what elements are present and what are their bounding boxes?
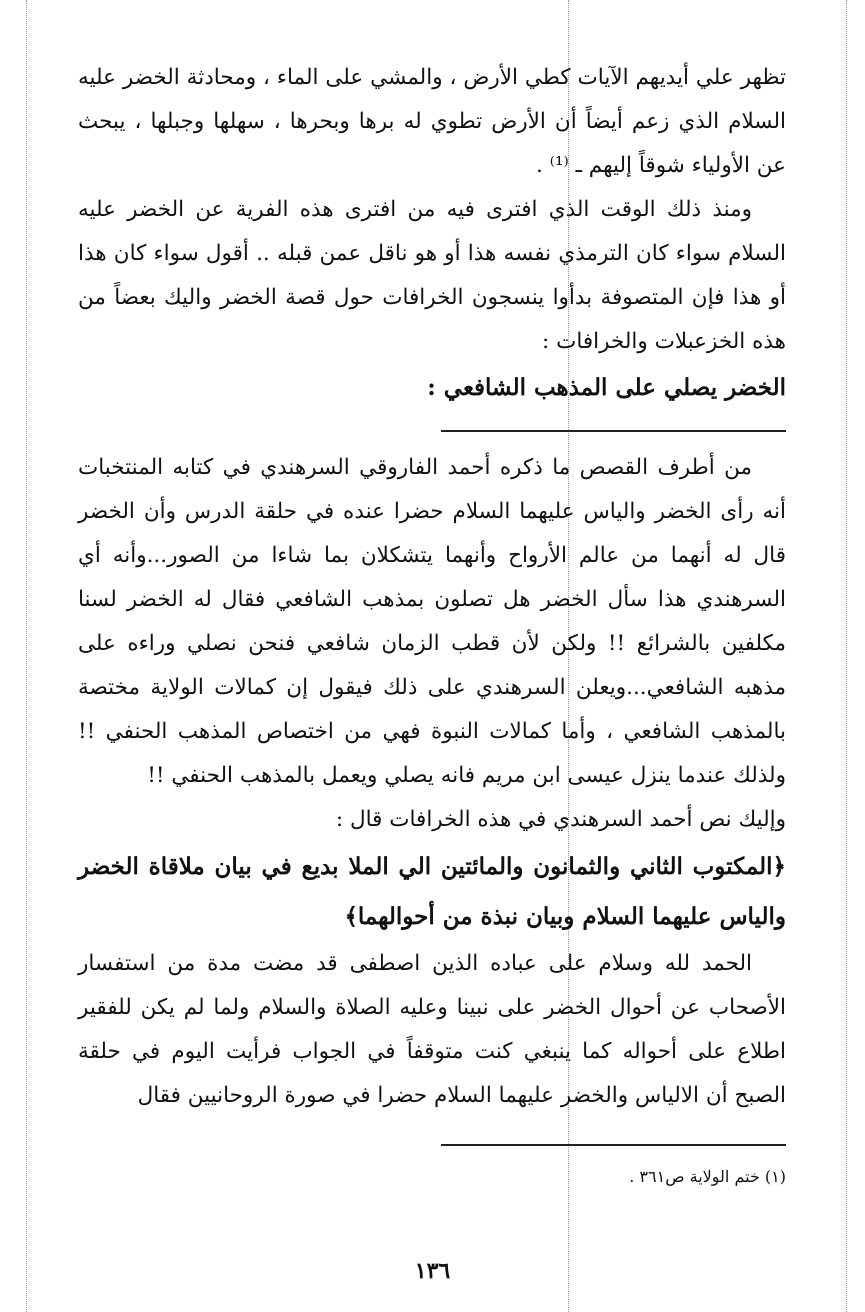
paragraph: تظهر علي أيديهم الآيات كطي الأرض ، والمشي على الماء ، ومحادثة الخضر عليه السلام الذي زعم أيضاً أن الأرض تطوي له برها وبحرها ، سهلها وجبلها ، يبحث عن الأولياء شوقاً إليهم ـ ⁽¹⁾ . bbox=[78, 65, 786, 178]
section-divider bbox=[441, 430, 786, 432]
paragraph: من أطرف القصص ما ذكره أحمد الفاروقي السرهندي في كتابه المنتخبات أنه رأى الخضر والياس عليهما السلام حضرا عنده في حلقة الدرس وأن الخضر قال له أنهما من عالم الأرواح وأنهما يتشكلان بما شاءا من الصور...وأنه أي السرهندي هذا سأل الخضر هل تصلون بمذهب الشافعي فقال له الخضر لسنا مكلفين بالشرائع !! ولكن لأن قطب الزمان شافعي فنحن نصلي وراءه على مذهبه الشافعي...ويعلن السرهندي على ذلك فيقول إن كمالات الولاية مختصة بالمذهب الشافعي ، وأما كمالات النبوة فهي من اختصاص المذهب الحنفي !! ولذلك عندما ينزل عيسى ابن مريم فانه يصلي ويعمل بالمذهب الحنفي !! bbox=[78, 455, 786, 788]
footnote-divider bbox=[441, 1144, 786, 1146]
margin-dotted-line bbox=[26, 0, 27, 1312]
paragraph: الحمد لله وسلام على عباده الذين اصطفى قد مضت مدة من استفسار الأصحاب عن أحوال الخضر على نبينا وعليه الصلاة والسلام ولما لم يكن للفقير اطلاع على أحواله كما ينبغي كنت متوقفاً في الجواب فرأيت اليوم في حلقة الصبح أن الالياس والخضر عليهما السلام حضرا في صورة الروحانيين فقال bbox=[78, 951, 786, 1108]
page-number: ١٣٦ bbox=[414, 1258, 451, 1284]
paragraph: ومنذ ذلك الوقت الذي افترى فيه من افترى هذه الفرية عن الخضر عليه السلام سواء كان الترمذي نفسه هذا أو هو ناقل عمن قبله .. أقول سواء كان هذا أو هذا فإن المتصوفة بدأوا ينسجون الخرافات حول قصة الخضر واليك بعضاً من هذه الخزعبلات والخرافات : bbox=[78, 197, 786, 354]
edge-dotted-line bbox=[846, 0, 847, 1312]
quoted-heading: ﴿المكتوب الثاني والثمانون والمائتين الي الملا بديع في بيان ملاقاة الخضر والياس عليهما السلام وبيان نبذة من أحوالهما﴾ bbox=[78, 853, 786, 930]
section-heading: الخضر يصلي على المذهب الشافعي : bbox=[427, 374, 786, 401]
paragraph: وإليك نص أحمد السرهندي في هذه الخرافات قال : bbox=[335, 807, 786, 832]
footnote: (١) ختم الولاية ص٣٦١ . bbox=[629, 1167, 786, 1186]
page-body bbox=[78, 56, 786, 1190]
